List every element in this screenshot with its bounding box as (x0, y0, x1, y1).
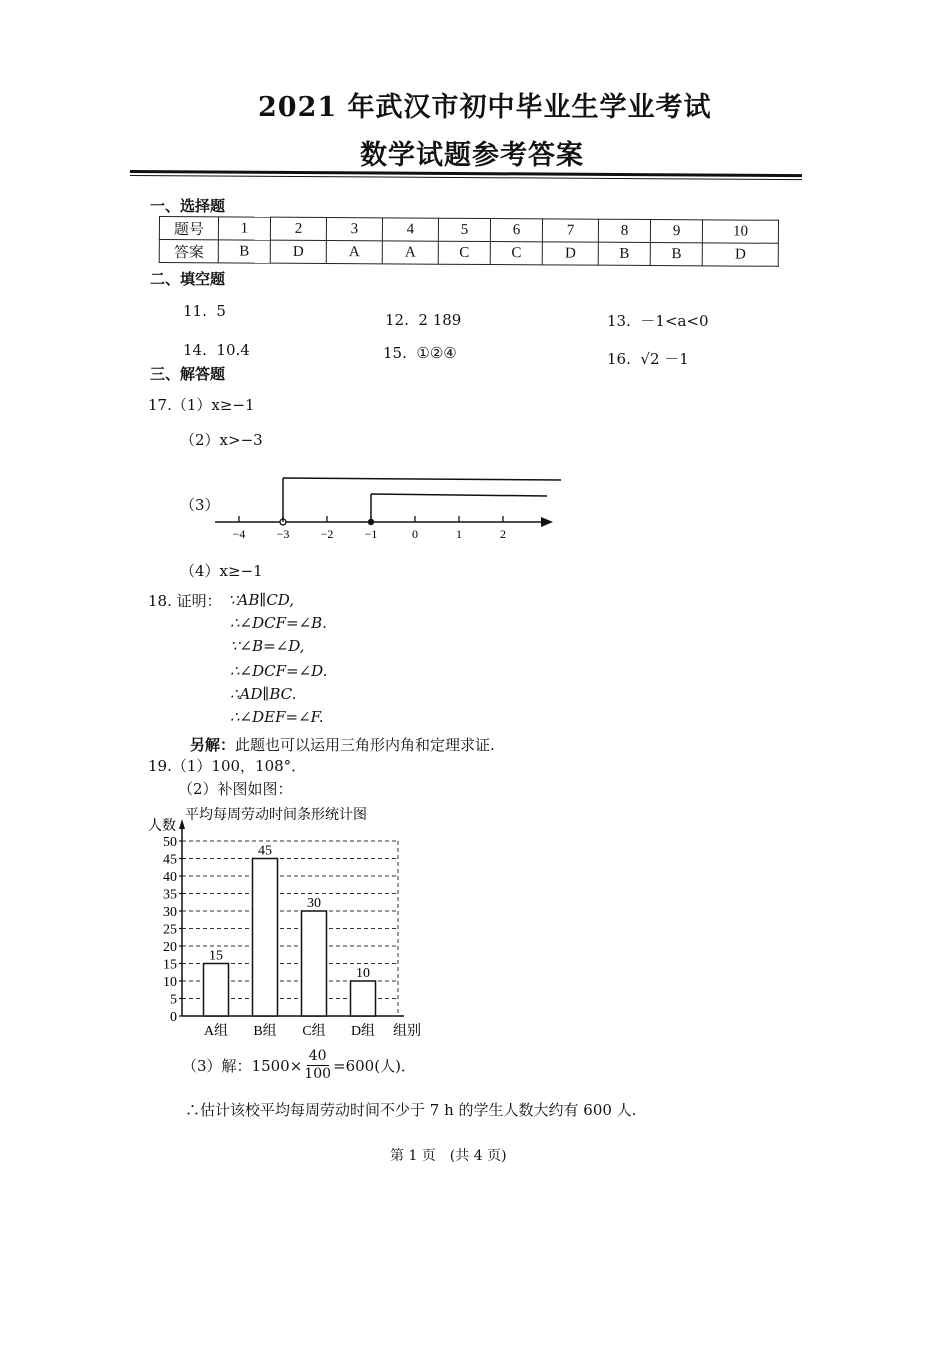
fraction-denominator: 100 (304, 1066, 332, 1082)
number-line-tick-label: 2 (500, 527, 506, 541)
item-value: ①②④ (416, 344, 457, 362)
table-cell: 2 (270, 217, 326, 240)
fill-item-11 (183, 302, 226, 320)
table-cell: 4 (382, 218, 438, 241)
q18-line: ∴∠DCF=∠D. (230, 662, 328, 680)
q18-line: ∴∠DCF=∠B. (230, 614, 327, 632)
table-cell: A (326, 241, 382, 264)
q18-line: ∵AB∥CD, (228, 591, 295, 609)
number-line-tick-label: −1 (364, 527, 378, 541)
q17-part1: 17.（1）x≥−1 (148, 396, 255, 414)
fill-item-15 (383, 344, 457, 362)
x-tick-label: B组 (253, 1024, 277, 1039)
fill-item-13 (607, 310, 709, 331)
q18-line: ∵∠B=∠D, (230, 637, 305, 655)
table-cell: 9 (651, 220, 703, 243)
q18-alt-text: 此题也可以运用三角形内角和定理求证. (235, 736, 495, 754)
x-tick-label: D组 (350, 1024, 376, 1039)
table-cell: 3 (326, 218, 382, 241)
y-tick-label: 40 (163, 870, 177, 885)
q17-part4: （4）x≥−1 (180, 562, 263, 580)
chart-title: 平均每周劳动时间条形统计图 (185, 808, 367, 823)
bar-value-label: 15 (209, 948, 223, 964)
y-tick-label: 35 (163, 887, 177, 903)
table-cell: 10 (703, 220, 779, 243)
q18-label: 18. 证明： (148, 592, 222, 610)
table-row-answers (159, 240, 778, 267)
item-number: 14. (183, 341, 207, 359)
y-tick-label: 30 (163, 905, 177, 920)
fill-item-14 (183, 341, 250, 359)
x-axis-label: 组别 (393, 1024, 421, 1039)
item-value: 10.4 (216, 341, 250, 359)
table-cell: B (650, 243, 702, 266)
item-value: 2 189 (418, 311, 462, 329)
fraction (304, 1048, 331, 1083)
table-cell: D (702, 243, 778, 266)
table-cell: B (598, 242, 650, 265)
y-tick-label: 25 (163, 922, 177, 938)
number-line-tick-label: 1 (456, 527, 462, 541)
item-value: 5 (216, 302, 226, 320)
q19-part3-suffix: =600(人)． (333, 1057, 416, 1075)
y-tick-label: 45 (163, 852, 177, 868)
table-header-answer: 答案 (159, 240, 218, 263)
bar (351, 981, 376, 1016)
table-cell: 8 (598, 219, 650, 242)
q18-alt-label: 另解： (190, 736, 236, 754)
table-cell: C (490, 242, 542, 265)
table-cell: 6 (490, 219, 542, 242)
bar-chart (140, 800, 440, 1045)
item-number: 13. (607, 312, 631, 330)
table-cell: 1 (218, 217, 270, 240)
y-axis-label: 人数 (148, 819, 176, 834)
q19-part2: （2）补图如图： (178, 780, 293, 798)
q18-alt (190, 734, 495, 755)
bar-value-label: 10 (356, 966, 370, 981)
item-number: 11. (183, 302, 207, 320)
table-cell: B (218, 240, 270, 263)
y-tick-label: 5 (170, 992, 177, 1008)
bar (204, 964, 229, 1017)
y-tick-label: 10 (163, 975, 177, 990)
fill-item-12 (385, 311, 461, 329)
exam-title: 2021 年武汉市初中毕业生学业考试 (258, 92, 712, 123)
q18-line: ∴∠DEF=∠F. (230, 708, 324, 726)
item-value: －1<a<0 (640, 312, 709, 330)
bar-value-label: 45 (258, 843, 272, 859)
number-line-tick-label: 0 (412, 527, 418, 541)
q19-part3-prefix: （3）解：1500× (182, 1057, 303, 1075)
number-line-tick-label: −4 (232, 527, 246, 541)
table-cell: A (382, 241, 438, 264)
section-solve-heading: 三、解答题 (150, 365, 226, 383)
table-cell: D (542, 242, 598, 265)
fill-item-16 (607, 348, 689, 369)
y-tick-label: 15 (163, 957, 177, 973)
answer-title: 数学试题参考答案 (360, 140, 584, 171)
number-line (215, 468, 565, 543)
q18-line: ∴AD∥BC. (230, 685, 297, 703)
y-tick-label: 0 (170, 1010, 177, 1025)
table-cell: C (438, 241, 490, 264)
item-number: 16. (607, 350, 631, 368)
q17-part2: （2）x>−3 (180, 431, 263, 449)
bar (253, 859, 278, 1017)
fraction-numerator: 40 (308, 1048, 327, 1064)
q19-part3 (182, 1048, 416, 1083)
bar-value-label: 30 (307, 896, 321, 911)
table-cell: 7 (542, 219, 598, 242)
x-tick-label: C组 (302, 1024, 326, 1039)
q19-part1: 19.（1）100，108°． (148, 757, 307, 775)
table-header-number: 题号 (159, 217, 218, 240)
q19-conclusion: ∴估计该校平均每周劳动时间不少于 7 h 的学生人数大约有 600 人. (185, 1101, 637, 1119)
section-fill-heading: 二、填空题 (150, 270, 226, 288)
q17-part3: （3） (180, 496, 220, 514)
section-choice-heading: 一、选择题 (150, 197, 226, 215)
number-line-tick-label: −2 (320, 527, 334, 541)
item-number: 15. (383, 344, 407, 362)
y-tick-label: 50 (163, 835, 177, 850)
y-tick-label: 20 (163, 940, 177, 955)
page-footer: 第 1 页 (共 4 页) (390, 1148, 507, 1164)
number-line-tick-label: −3 (276, 527, 290, 541)
answer-table (159, 216, 779, 267)
item-number: 12. (385, 311, 409, 329)
x-tick-label: A组 (203, 1024, 229, 1039)
item-value: √2 －1 (640, 350, 689, 368)
table-cell: D (270, 240, 326, 263)
bar (302, 911, 327, 1016)
table-cell: 5 (438, 218, 490, 241)
